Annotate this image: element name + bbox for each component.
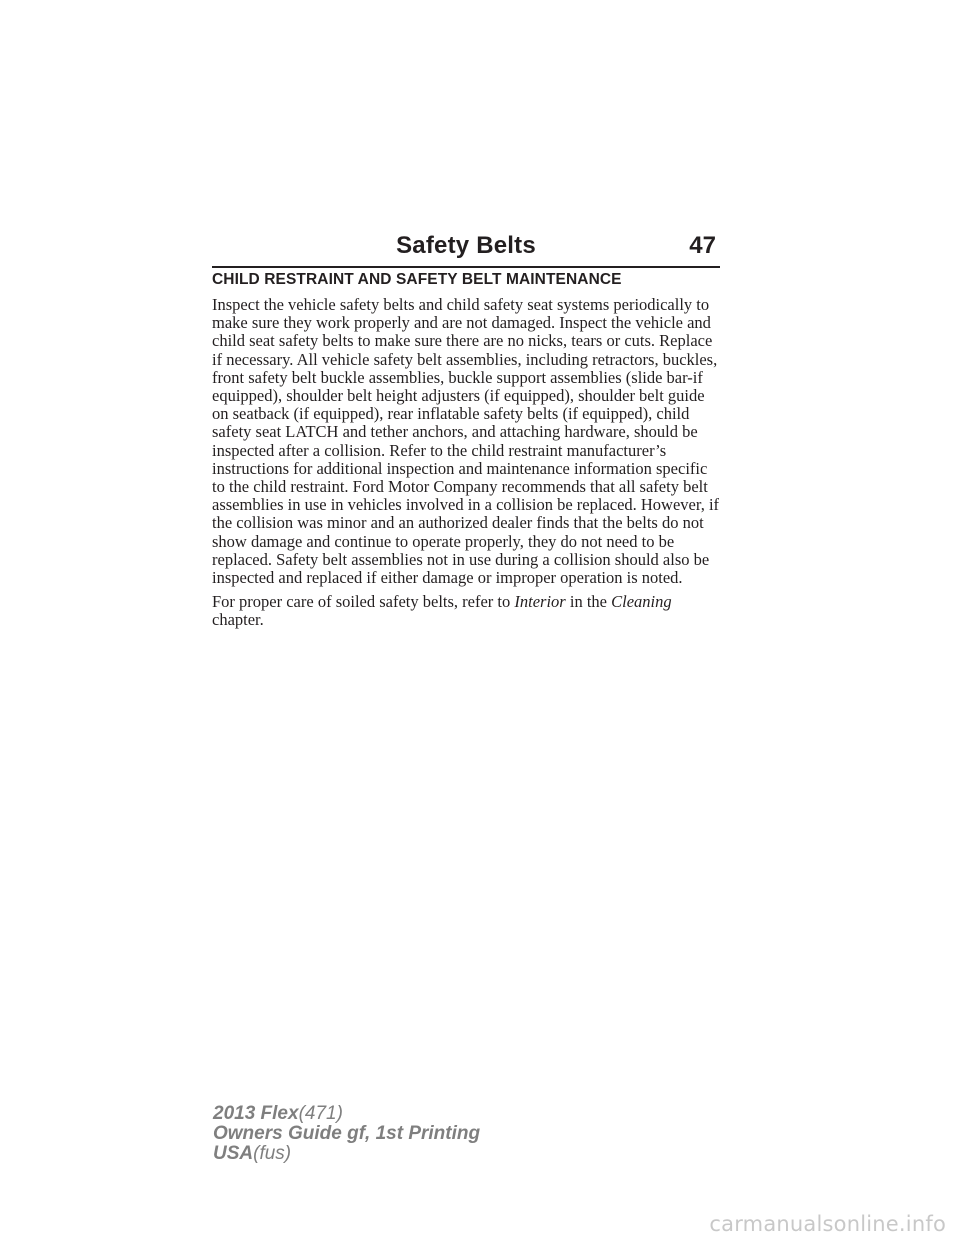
page-number: 47: [689, 232, 716, 259]
cleaning-reference: Cleaning: [611, 592, 672, 612]
site-watermark: carmanualsonline.info: [709, 1212, 946, 1236]
footer-model: 2013 Flex: [213, 1103, 299, 1124]
footer-printing: Owners Guide gf, 1st Printing: [213, 1123, 481, 1144]
print-footer: [213, 1104, 480, 1164]
page-header: [212, 226, 720, 268]
footer-model-code: (471): [298, 1103, 343, 1124]
cleaning-reference-paragraph: [212, 593, 722, 629]
section-heading: CHILD RESTRAINT AND SAFETY BELT MAINTENANCE: [212, 271, 622, 288]
page-content: [212, 270, 722, 636]
footer-line-market: [213, 1144, 480, 1164]
reference-text-end: chapter.: [212, 610, 264, 630]
footer-market-code: (fus): [253, 1143, 292, 1164]
page-title: Safety Belts: [396, 232, 536, 259]
footer-line-printing: [213, 1124, 480, 1144]
footer-market: USA: [213, 1143, 254, 1164]
maintenance-paragraph: Inspect the vehicle safety belts and child safety seat systems periodically to make sure they work properly and are not damaged. Inspect the vehicle and child seat safety belts to make sure there are no nicks, tears or cuts. Replace if necessary. All vehicle safety belt assemblies, including retractors, buckles, front safety belt buckle assemblies, buckle support assemblies (slide bar-if equipped), shoulder belt height adjusters (if equipped), shoulder belt guide on seatback (if equipped), rear inflatable safety belts (if equipped), child safety seat LATCH and tether anchors, and attaching hardware, should be inspected after a collision. Refer to the child restraint manufacturer’s instructions for additional inspection and maintenance information specific to the child restraint. Ford Motor Company recommends that all safety belt assemblies in use in vehicles involved in a collision be replaced. However, if the collision was minor and an authorized dealer finds that the belts do not show damage and continue to operate properly, they do not need to be replaced. Safety belt assemblies not in use during a collision should also be inspected and replaced if either damage or improper operation is noted.: [212, 295, 720, 588]
reference-text-start: For proper care of soiled safety belts, refer to: [212, 592, 515, 612]
reference-text-middle: in the: [565, 592, 612, 612]
interior-reference: Interior: [514, 592, 566, 612]
footer-line-model: [213, 1104, 480, 1124]
